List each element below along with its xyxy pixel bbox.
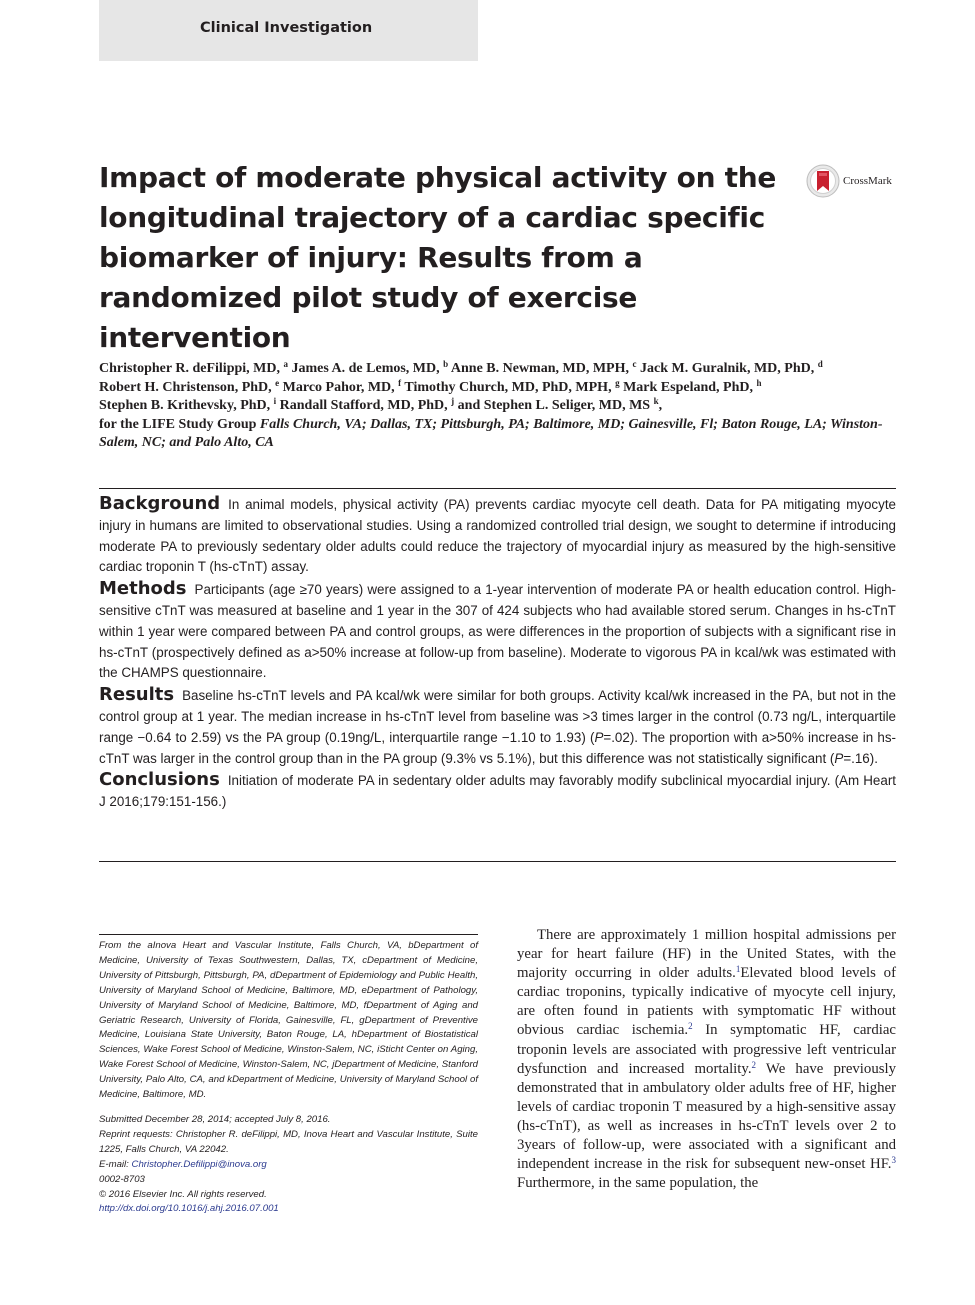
author-locations: Falls Church, VA; Dallas, TX; Pittsburgh, PA; Baltimore, MD; Gainesville, Fl; Baton Rouge, LA; Winston-Salem, NC; and Palo Alto, CA (99, 416, 883, 450)
intro-paragraph: There are approximately 1 million hospital admissions per year for heart failure (HF) in the United States, with the majority occurring in older adults.$^1$Elevated blood levels of cardiac troponins, typically indicative of myocyte cell injury, are often found in patients with symptomatic HF without obvious cardiac ischemia.$^2$ In symptomatic HF, cardiac troponin levels are associated with progressive left ventricular dysfunction and increased mortality.$^2$ We have previously demonstrated that in ambulatory older adults free of HF, higher levels of cardiac troponin T measured by a high-sensitive assay (hs-cTnT), as well as increases in hs-cTnT levels over 2 to 3years of follow-up, were associated with a significant and independent increase in the risk for subsequent new-onset HF.$^3$ Furthermore, in the same population, the (517, 927, 896, 1192)
abstract-methods (99, 579, 896, 684)
background-heading: Background (99, 493, 221, 514)
author-affiliation-mark: a (283, 359, 288, 369)
reprint-requests: Reprint requests: Christopher R. deFilippi, MD, Inova Heart and Vascular Institute, Suite 1225, Falls Church, VA 22042. (99, 1128, 478, 1155)
author-affiliation-mark: f (398, 377, 402, 388)
results-text: =.02). The proportion with a>50% increase in hs-cTnT was larger in the control group than in the PA group (9.3% vs 5.1%), but this difference was not statistically significant ( (99, 729, 896, 766)
author-name: Robert H. Christenson, PhD, (99, 379, 272, 395)
body-text-column (517, 926, 896, 1193)
footnote-rule (99, 934, 478, 935)
author-list (99, 360, 899, 453)
abstract-top-rule (99, 488, 896, 489)
author-name: James A. de Lemos, MD, (291, 361, 440, 376)
author-name: Timothy Church, MD, PhD, MPH, (404, 379, 612, 395)
section-tab (99, 0, 478, 61)
author-affiliation-mark: j (451, 396, 455, 406)
abstract-conclusions (99, 770, 896, 813)
author-affiliation-mark: g (615, 377, 620, 388)
copyright: © 2016 Elsevier Inc. All rights reserved. (99, 1188, 267, 1200)
author-name: Randall Stafford, MD, PhD, (279, 398, 448, 413)
abstract (99, 494, 896, 814)
author-affiliation-mark: k (653, 396, 659, 406)
conclusions-heading: Conclusions (99, 769, 220, 791)
doi-line (99, 1202, 478, 1217)
citation-link[interactable]: 1 (735, 964, 741, 975)
author-name: Anne B. Newman, MD, MPH, (450, 361, 629, 376)
doi-link[interactable]: http://dx.doi.org/10.1016/j.ahj.2016.07.001 (99, 1203, 279, 1215)
citation-link[interactable]: 2 (688, 1021, 693, 1032)
abstract-bottom-rule (99, 861, 896, 862)
article-title: Impact of moderate physical activity on the longitudinal trajectory of a cardiac specific biomarker of injury: Results from a randomized pilot study of exercise intervention (99, 161, 777, 354)
author-affiliation-mark: c (632, 359, 637, 369)
methods-text: Participants (age ≥70 years) were assigned to a 1-year intervention of moderate PA or health education control. High-sensitive cTnT was measured at baseline and 1 year in the 307 of 424 subjects who had available stored serum. Changes in hs-cTnT within 1 year were compared between PA and control groups, as were differences in the proportion of subjects with a significant rise in hs-cTnT (prospectively defined as a>50% increase at follow-up from baseline). Moderate to vigorous PA in kcal/wk was estimated with the CHAMPS questionnaire. (99, 582, 896, 681)
author-name: Christopher R. deFilippi, MD, (99, 361, 280, 376)
author-affiliation-mark: b (443, 359, 449, 369)
footnotes (99, 935, 478, 1217)
conclusions-text: Initiation of moderate PA in sedentary older adults may favorably modify subclinical myocardial injury. (Am Heart J 2016;179:151-156.) (99, 773, 896, 810)
author-name: and Stephen L. Seliger, MD, MS (457, 398, 651, 413)
affiliations: From the aInova Heart and Vascular Institute, Falls Church, VA, bDepartment of Medicine, University of Texas Southwestern, Dallas, TX, cDepartment of Medicine, University of Pittsburgh, Pittsburgh, PA, dDepartment of Epidemiology and Public Health, University of Maryland School of Medicine, Baltimore, MD, eDepartment of Pathology, University of Maryland School of Medicine, Baltimore, MD, fDepartment of Aging and Geriatric Research, University of Florida, Gainesville, FL, gDepartment of Preventive Medicine, Louisiana State University, Baton Rouge, LA, hDepartment of Biostatistical Sciences, Wake Forest School of Medicine, Winston-Salem, NC, iSticht Center on Aging, Wake Forest School of Medicine, Winston-Salem, NC, jDepartment of Medicine, Stanford University, Palo Alto, CA, and kDepartment of Medicine, University of Maryland School of Medicine, Baltimore, MD. (99, 940, 478, 1101)
issn: 0002-8703 (99, 1173, 145, 1185)
study-group: for the LIFE Study Group (99, 416, 257, 432)
crossmark-icon (806, 164, 840, 198)
author-name: Jack M. Guralnik, MD, PhD, (640, 361, 815, 376)
crossmark-badge[interactable] (806, 164, 892, 198)
email-link[interactable]: Christopher.Defilippi@inova.org (131, 1158, 267, 1170)
author-affiliation-mark: i (273, 396, 277, 406)
p-value-symbol: P (594, 729, 604, 745)
citation-link[interactable]: 3 (891, 1155, 896, 1166)
author-affiliation-mark: h (756, 377, 762, 388)
author-affiliation-mark: d (817, 359, 823, 369)
results-text: Baseline hs-cTnT levels and PA kcal/wk were similar for both groups. Activity kcal/wk increased in the PA, but not in the control group at 1 year. The median increase in hs-cTnT level from baseline was >3 times larger in the control (0.73 ng/L, interquartile range −0.64 to 2.59) vs the PA group (0.19ng/L, interquartile range −1.10 to 1.93) ( (99, 688, 896, 745)
author-tail: , (658, 398, 663, 413)
crossmark-label: CrossMark (843, 175, 892, 187)
submission-dates: Submitted December 28, 2014; accepted July 8, 2016. (99, 1113, 331, 1125)
author-name: Stephen B. Krithevsky, PhD, (99, 398, 271, 413)
abstract-results (99, 685, 896, 769)
section-label: Clinical Investigation (200, 20, 373, 36)
email-label: E-mail: (99, 1158, 132, 1170)
author-name: Mark Espeland, PhD, (623, 379, 753, 395)
methods-heading: Methods (99, 578, 187, 600)
p-value-symbol: P (834, 750, 844, 766)
author-name: Marco Pahor, MD, (282, 379, 395, 395)
author-affiliation-mark: e (275, 377, 280, 388)
abstract-background (99, 494, 896, 578)
email-line (99, 1158, 478, 1173)
results-text: =.16). (843, 750, 878, 766)
background-text: In animal models, physical activity (PA) prevents cardiac myocyte cell death. Data for PA mitigating myocyte injury in humans are limited to observational studies. Using a randomized controlled trial design, we sought to determine if introducing moderate PA to previously sedentary older adults could reduce the trajectory of myocardial injury as measured by the high-sensitive cardiac troponin T (hs-cTnT) assay. (99, 497, 896, 575)
citation-link[interactable]: 2 (751, 1059, 757, 1070)
results-heading: Results (99, 684, 175, 706)
